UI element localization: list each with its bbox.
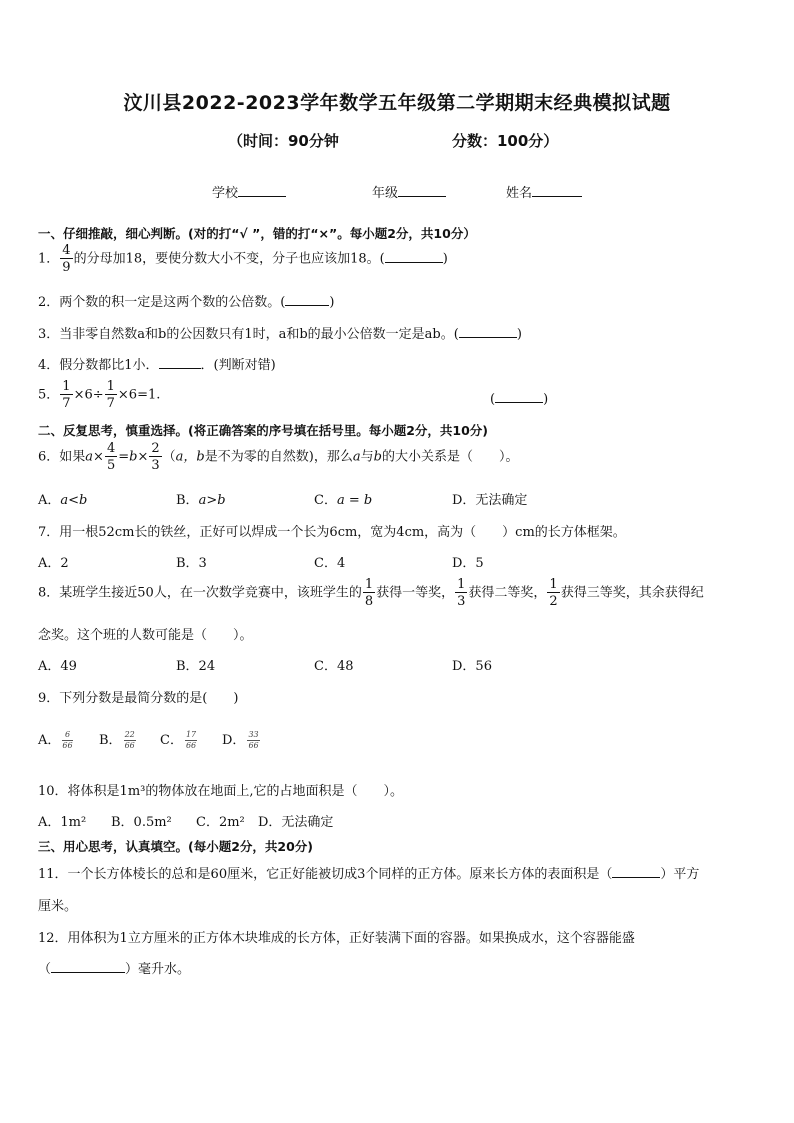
question-8: 8．某班学生接近50人，在一次数学竞赛中，该班学生的 $\frac{1}{8}$ 获得一等奖， $\frac{1}{3}$ 获得二等奖， $\frac{1}{2}$ 获得三等奖，其余获得纪: [38, 577, 704, 609]
name-blank[interactable]: [532, 184, 582, 197]
q1-fraction: $\frac{4}{9}$: [62, 243, 71, 275]
question-1: 1． $\frac{4}{9}$ 的分母加18，要使分数大小不变，分子也应该加18。( ): [38, 243, 448, 275]
q1-answer-blank[interactable]: [385, 250, 443, 263]
q7-option-a[interactable]: A．2: [38, 556, 69, 571]
question-6: 6．如果a× $\frac{4}{5}$ =b× $\frac{2}{3}$ （a，b是不为零的自然数)，那么a与b的大小关系是（ ）。: [38, 441, 519, 473]
school-field[interactable]: [212, 182, 286, 201]
time-label: （时间：90分钟: [228, 132, 339, 150]
question-7: 7．用一根52cm长的铁丝，正好可以焊成一个长为6cm，宽为4cm，高为（ ）cm的长方体框架。: [38, 525, 626, 540]
section-3-header: 三、用心思考，认真填空。(每小题2分，共20分): [38, 839, 314, 854]
q4-text: 4．假分数都比1小．: [38, 358, 159, 373]
school-blank[interactable]: [238, 184, 286, 197]
q5-fraction-2: $\frac{1}{7}$: [106, 379, 115, 411]
q10-option-b[interactable]: B．0.5m²: [111, 815, 172, 830]
q1-number: 1．: [38, 251, 60, 267]
q10-option-a[interactable]: A．1m²: [38, 815, 87, 830]
question-10: 10．将体积是1m³的物体放在地面上,它的占地面积是（ ）。: [38, 784, 403, 799]
question-11: 11．一个长方体棱长的总和是60厘米，它正好能被切成3个同样的正方体。原来长方体的表面积是（ ）平方: [38, 867, 700, 882]
q3-answer-blank[interactable]: [459, 325, 517, 338]
q8-option-d[interactable]: D．56: [452, 659, 492, 674]
grade-field[interactable]: [372, 182, 446, 201]
q8-line-2: 念奖。这个班的人数可能是（ ）。: [38, 628, 253, 643]
grade-blank[interactable]: [398, 184, 446, 197]
q9-option-a[interactable]: A． $\frac{6}{66}$: [38, 730, 73, 750]
q6-fraction-1: $\frac{4}{5}$: [106, 441, 116, 473]
q8-fraction-3: $\frac{1}{2}$: [549, 577, 558, 609]
q6-option-b[interactable]: B．a>b: [176, 493, 226, 508]
question-3: 3．当非零自然数a和b的公因数只有1时，a和b的最小公倍数一定是ab。( ): [38, 327, 522, 342]
question-9: 9．下列分数是最简分数的是( ): [38, 691, 239, 706]
name-label: 姓名: [506, 186, 533, 201]
school-label: 学校: [212, 186, 239, 201]
q5-answer: ( ): [490, 392, 549, 407]
q5-fraction-1: $\frac{1}{7}$: [62, 379, 71, 411]
q8-option-a[interactable]: A．49: [38, 659, 77, 674]
q7-option-d[interactable]: D．5: [452, 556, 484, 571]
score-label: 分数：100分）: [452, 132, 559, 150]
q4-answer-blank[interactable]: [159, 356, 201, 369]
q1-text: 的分母加18，要使分数大小不变，分子也应该加18。(: [73, 251, 385, 267]
q6-option-a[interactable]: A．a<b: [38, 493, 88, 508]
q12-line-2: （ ）毫升水。: [38, 962, 191, 977]
question-4: 4．假分数都比1小． ．(判断对错): [38, 358, 276, 373]
q11-answer-blank[interactable]: [612, 865, 660, 878]
q5-number: 5．: [38, 387, 60, 403]
q6-fraction-2: $\frac{2}{3}$: [151, 441, 160, 473]
q9-option-b[interactable]: B． $\frac{22}{66}$: [99, 730, 135, 750]
q9-option-d[interactable]: D． $\frac{33}{66}$: [222, 730, 259, 750]
section-2-header: 二、反复思考，慎重选择。(将正确答案的序号填在括号里。每小题2分，共10分): [38, 423, 489, 438]
q9-option-c[interactable]: C． $\frac{17}{66}$: [160, 730, 197, 750]
question-5: 5． $\frac{1}{7}$ ×6÷ $\frac{1}{7}$ ×6=1.: [38, 379, 161, 411]
q8-fraction-2: $\frac{1}{3}$: [457, 577, 466, 609]
q11-line-2: 厘米。: [38, 899, 78, 914]
q3-text: 3．当非零自然数a和b的公因数只有1时，a和b的最小公倍数一定是ab。(: [38, 327, 459, 342]
q12-answer-blank[interactable]: [51, 960, 125, 973]
q6-option-d[interactable]: D．无法确定: [452, 493, 528, 508]
q6-option-c[interactable]: C．a = b: [314, 493, 373, 508]
q10-option-c[interactable]: C．2m²: [196, 815, 245, 830]
section-1-header: 一、仔细推敲，细心判断。(对的打“√ ”，错的打“×”。每小题2分，共10分）: [38, 226, 476, 241]
q8-option-c[interactable]: C．48: [314, 659, 354, 674]
q7-option-c[interactable]: C．4: [314, 556, 346, 571]
q2-answer-blank[interactable]: [285, 293, 329, 306]
question-12: 12．用体积为1立方厘米的正方体木块堆成的长方体，正好装满下面的容器。如果换成水，这个容器能盛: [38, 931, 635, 946]
q7-option-b[interactable]: B．3: [176, 556, 207, 571]
q8-option-b[interactable]: B．24: [176, 659, 216, 674]
question-2: 2．两个数的积一定是这两个数的公倍数。( ): [38, 295, 335, 310]
q5-answer-blank[interactable]: [495, 390, 543, 403]
q2-text: 2．两个数的积一定是这两个数的公倍数。(: [38, 295, 286, 310]
q8-fraction-1: $\frac{1}{8}$: [364, 577, 374, 609]
grade-label: 年级: [372, 186, 399, 201]
page-title: 汶川县2022-2023学年数学五年级第二学期期末经典模拟试题: [123, 92, 671, 114]
q10-option-d[interactable]: D．无法确定: [258, 815, 334, 830]
name-field[interactable]: [506, 182, 582, 201]
